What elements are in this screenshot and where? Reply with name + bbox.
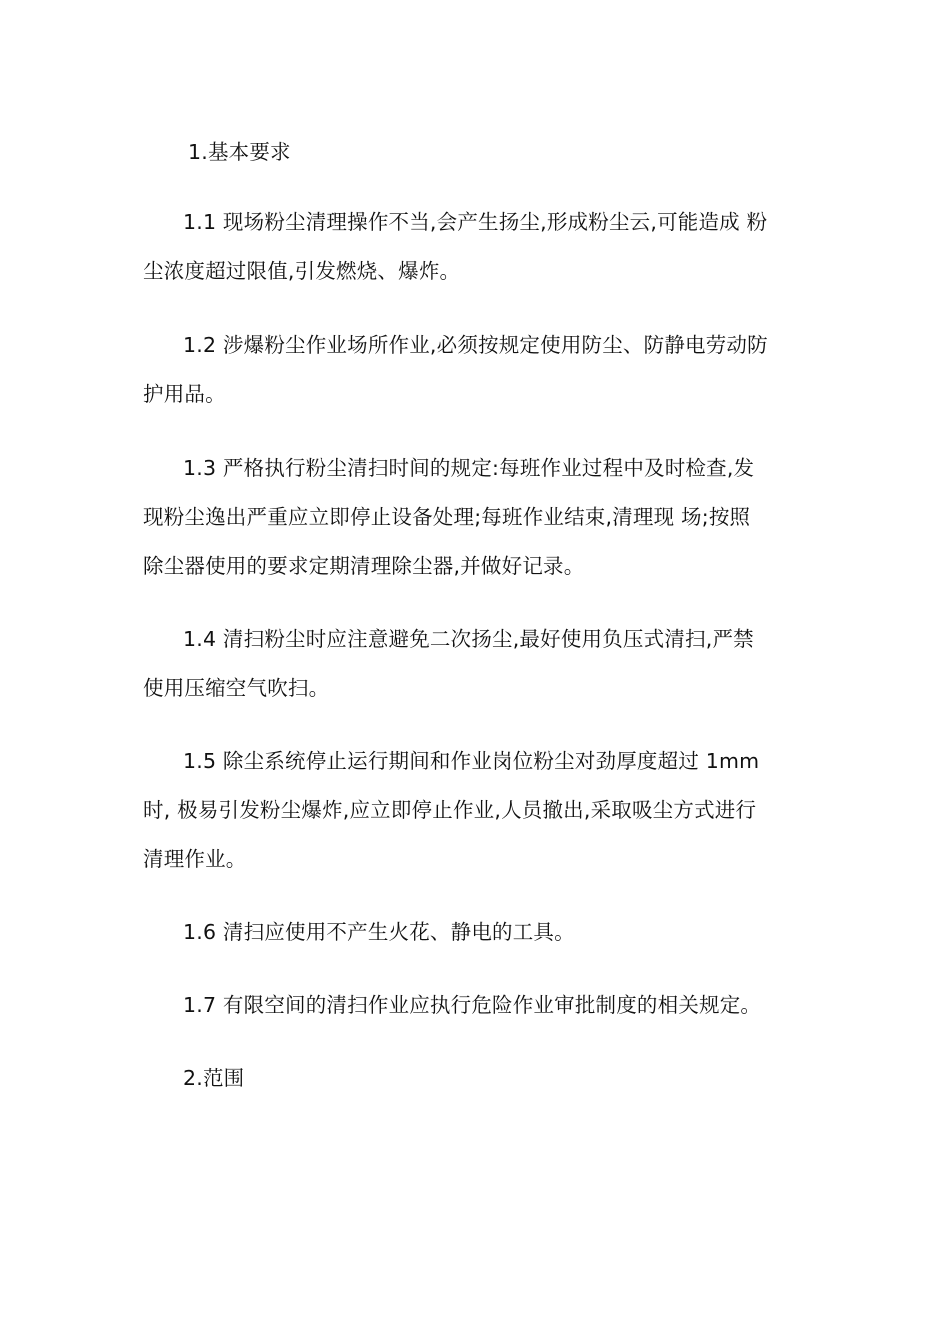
section-heading-2: 2.范围 [183,1066,245,1090]
paragraph-line: 1.6 清扫应使用不产生火花、静电的工具。 [183,920,575,944]
paragraph-line: 1.1 现场粉尘清理操作不当,会产生扬尘,形成粉尘云,可能造成 粉 [183,210,768,234]
paragraph-line: 清理作业。 [143,847,247,871]
paragraph-line: 1.2 涉爆粉尘作业场所作业,必须按规定使用防尘、防静电劳动防 [183,333,768,357]
paragraph-line: 1.3 严格执行粉尘清扫时间的规定:每班作业过程中及时检查,发 [183,456,755,480]
paragraph-line: 时, 极易引发粉尘爆炸,应立即停止作业,人员撤出,采取吸尘方式进行 [143,798,757,822]
paragraph-line: 尘浓度超过限值,引发燃烧、爆炸。 [143,259,461,283]
paragraph-line: 现粉尘逸出严重应立即停止设备处理;每班作业结束,清理现 场;按照 [143,505,751,529]
paragraph-line: 护用品。 [143,382,226,406]
paragraph-line: 除尘器使用的要求定期清理除尘器,并做好记录。 [143,554,585,578]
paragraph-line: 1.4 清扫粉尘时应注意避免二次扬尘,最好使用负压式清扫,严禁 [183,627,754,651]
paragraph-line: 1.7 有限空间的清扫作业应执行危险作业审批制度的相关规定。 [183,993,762,1017]
section-heading-1: 1.基本要求 [188,140,291,164]
paragraph-line: 1.5 除尘系统停止运行期间和作业岗位粉尘对劲厚度超过 1mm [183,749,760,773]
paragraph-line: 使用压缩空气吹扫。 [143,676,330,700]
